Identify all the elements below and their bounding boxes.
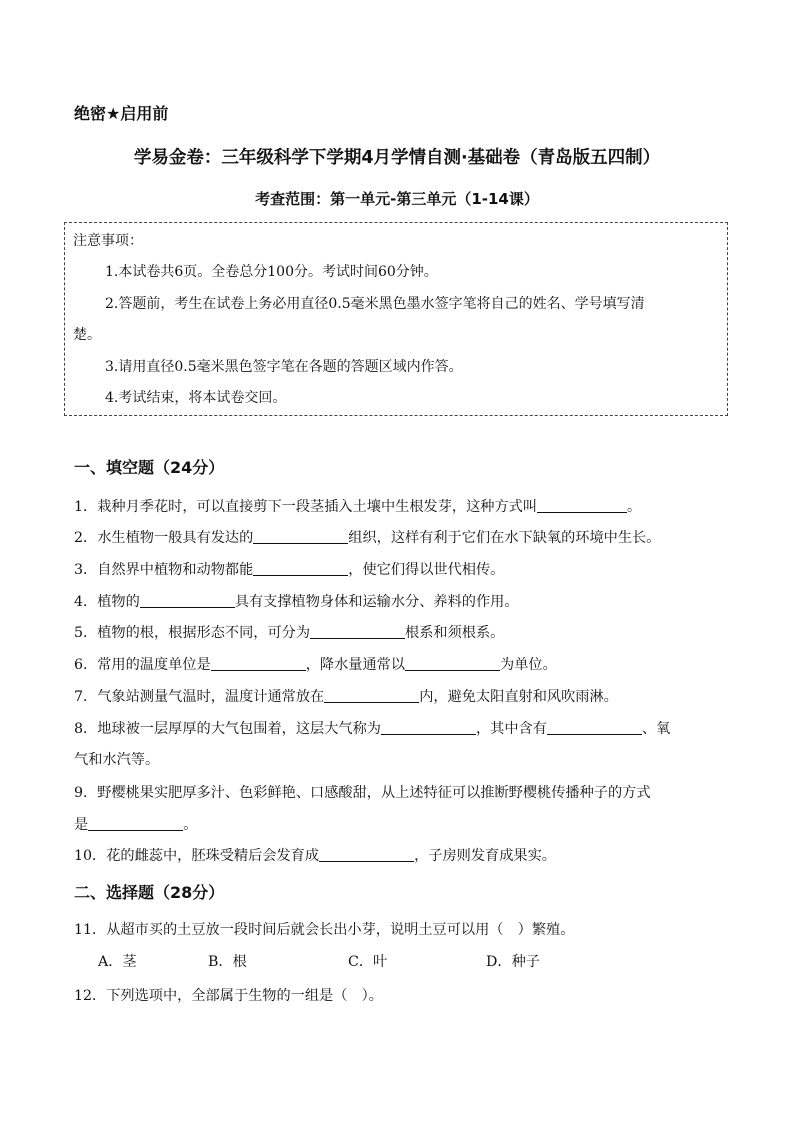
answer-blank[interactable]: [537, 496, 627, 513]
section-choice-title: 二、选择题（28分）: [74, 883, 225, 902]
question-text: 4．植物的: [74, 594, 140, 610]
question-12: 12．下列选项中，全部属于生物的一组是（ ）。: [74, 988, 383, 1004]
question-text: ，使它们得以世代相传。: [348, 562, 505, 578]
question-7: [74, 686, 618, 708]
confidential-label: 绝密★启用前: [74, 104, 169, 123]
question-text: 根系和须根系。: [405, 625, 505, 641]
question-text: 组织，这样有利于它们在水下缺氧的环境中生长。: [348, 530, 661, 546]
question-3: [74, 559, 504, 581]
question-text: 为单位。: [500, 657, 557, 673]
question-11: 11．从超市买的土豆放一段时间后就会长出小芽，说明土豆可以用（ ）繁殖。: [74, 922, 575, 938]
question-text: 7．气象站测量气温时，温度计通常放在: [74, 689, 325, 705]
notice-item-2: 2.答题前，考生在试卷上务必用直径0.5毫米黑色墨水签字笔将自己的姓名、学号填写清: [105, 296, 645, 312]
notice-item-1: 1.本试卷共6页。全卷总分100分。考试时间60分钟。: [105, 264, 438, 280]
answer-blank[interactable]: [324, 686, 419, 703]
notice-box: [64, 222, 728, 416]
question-10: [74, 845, 556, 867]
answer-blank[interactable]: [88, 814, 183, 831]
answer-blank[interactable]: [381, 718, 476, 735]
question-text: 3．自然界中植物和动物都能: [74, 562, 254, 578]
question-text: 、氧: [641, 721, 671, 737]
question-text: 1．栽种月季花时，可以直接剪下一段茎插入土壤中生根发芽，这种方式叫: [74, 499, 538, 515]
question-6: [74, 654, 557, 676]
question-text: 内，避免太阳直射和风吹雨淋。: [419, 689, 618, 705]
question-text: ，其中含有: [475, 721, 547, 737]
answer-blank[interactable]: [253, 559, 348, 576]
notice-item-2-cont: 楚。: [73, 327, 101, 343]
answer-blank[interactable]: [547, 718, 642, 735]
answer-blank[interactable]: [319, 845, 414, 862]
question-8-cont: 气和水汽等。: [74, 752, 160, 768]
exam-title: 学易金卷：三年级科学下学期4月学情自测·基础卷（青岛版五四制）: [133, 148, 661, 168]
answer-blank[interactable]: [310, 622, 405, 639]
option-b[interactable]: B．根: [208, 954, 247, 970]
exam-scope: 考查范围：第一单元-第三单元（1-14课）: [255, 190, 539, 208]
question-9-cont: [74, 814, 197, 836]
option-c[interactable]: C．叶: [348, 954, 388, 970]
option-d[interactable]: D．种子: [486, 954, 540, 970]
question-2: [74, 527, 660, 549]
notice-item-3: 3.请用直径0.5毫米黑色签字笔在各题的答题区域内作答。: [105, 359, 463, 375]
notice-heading: 注意事项：: [73, 233, 143, 249]
question-text: 5．植物的根，根据形态不同，可分为: [74, 625, 311, 641]
question-text: ，降水量通常以: [305, 657, 406, 673]
question-text: 6．常用的温度单位是: [74, 657, 211, 673]
question-4: [74, 591, 519, 613]
question-text: 。: [627, 499, 642, 515]
section-fill-in-title: 一、填空题（24分）: [74, 458, 225, 477]
question-text: ，子房则发育成果实。: [414, 848, 556, 864]
question-text: 。: [183, 817, 198, 833]
question-8: [74, 718, 670, 740]
question-text: 是: [74, 817, 89, 833]
question-text: 2．水生植物一般具有发达的: [74, 530, 254, 546]
answer-blank[interactable]: [211, 654, 306, 671]
question-text: 8．地球被一层厚厚的大气包围着，这层大气称为: [74, 721, 381, 737]
question-1: [74, 496, 641, 518]
question-5: [74, 622, 504, 644]
option-a[interactable]: A．茎: [98, 954, 137, 970]
notice-item-4: 4.考试结束，将本试卷交回。: [105, 390, 287, 406]
question-9: 9．野樱桃果实肥厚多汁、色彩鲜艳、口感酸甜，从上述特征可以推断野樱桃传播种子的方式: [74, 785, 651, 801]
question-text: 具有支撑植物身体和运输水分、养料的作用。: [234, 594, 519, 610]
answer-blank[interactable]: [140, 591, 235, 608]
answer-blank[interactable]: [405, 654, 500, 671]
question-text: 10．花的雌蕊中，胚珠受精后会发育成: [74, 848, 320, 864]
answer-blank[interactable]: [253, 527, 348, 544]
